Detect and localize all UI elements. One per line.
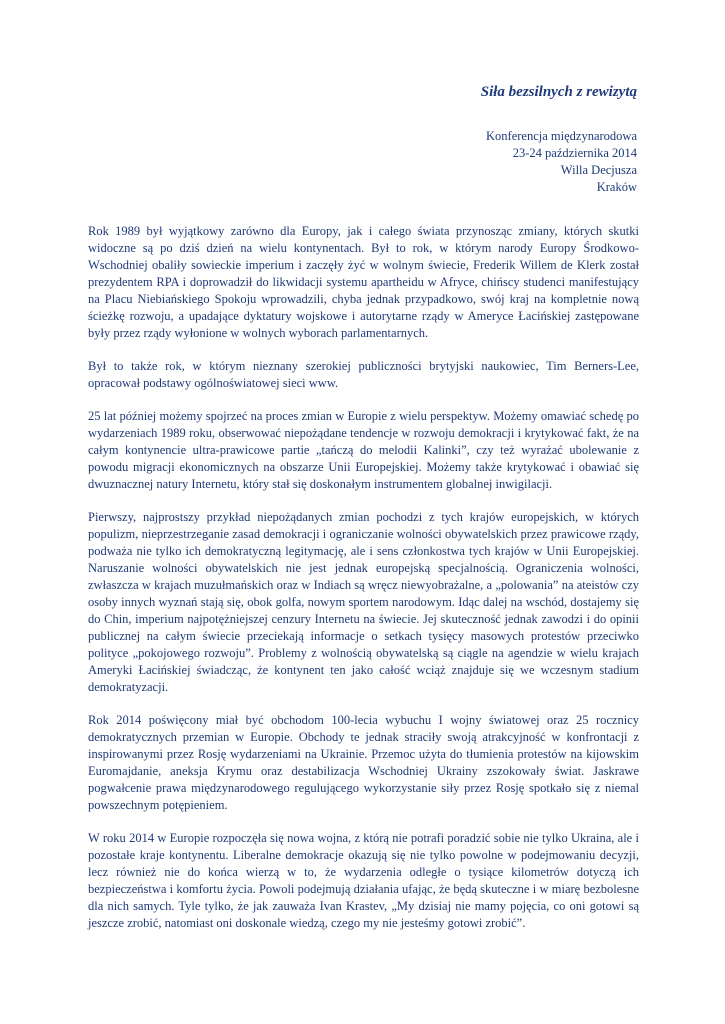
paragraph-4: Pierwszy, najprostszy przykład niepożądanych zmian pochodzi z tych krajów europejskich, w których populizm, nieprzestrzeganie zasad demokracji i ograniczanie wolności obywatelskich przez prawicowe rządy, podważa nie tylko ich demokratyczną legitymację, ale i sens członkostwa tych krajów w Unii Europejskiej. Naruszanie wolności obywatelskich nie jest jednak europejską specjalnością. Ograniczenia wolności, zwłaszcza w krajach muzułmańskich oraz w Indiach są wręcz niewyobrażalne, a „polowania” na ateistów czy osoby innych wyznań stają się, obok golfa, nowym sportem narodowym. Idąc dalej na wschód, dostajemy się do Chin, imperium najpotężniejszej cenzury Internetu na świecie. Jej skuteczność jednak zawodzi i do opinii publicznej na całym świecie przeciekają informacje o setkach tysięcy masowych protestów przeciwko polityce „pokojowego rozwoju”. Problemy z wolnością obywatelską są ciągle na agendzie w wielu krajach Ameryki Łacińskiej świadcząc, że kontynent ten jako całość wciąż znajduje się we wczesnym stadium demokratyzacji.	[88, 510, 639, 694]
paragraph-6: W roku 2014 w Europie rozpoczęła się nowa wojna, z którą nie potrafi poradzić sobie nie tylko Ukraina, ale i pozostałe kraje kontynentu. Liberalne demokracje okazują się nie tylko powolne w podejmowaniu decyzji, lecz również nie do końca wierzą w to, że wydarzenia odległe o tysiące kilometrów dotyczą ich bezpieczeństwa i komfortu życia. Powoli podejmują działania ufając, że będą skuteczne i w miarę bezbolesne dla nich samych. Tyle tylko, że jak zauważa Ivan Krastev, „My dzisiaj nie mamy pojęcia, co oni gotowi są jeszcze zrobić, natomiast oni doskonale wiedzą, czego my nie jesteśmy gotowi zrobić”.	[88, 831, 639, 930]
document-title: Siła bezsilnych z rewizytą	[480, 84, 637, 100]
event-info	[486, 128, 637, 196]
paragraph-1: Rok 1989 był wyjątkowy zarówno dla Europy, jak i całego świata przynosząc zmiany, których skutki widoczne są po dziś dzień na wielu kontynentach. Był to rok, w którym narody Europy Środkowo-Wschodniej obaliły sowieckie imperium i zaczęły żyć w wolnym świecie, Frederik Willem de Klerk został prezydentem RPA i doprowadził do likwidacji systemu apartheidu w Afryce, chińscy studenci manifestujący na Placu Niebiańskiego Spokoju wprowadzili, chyba jednak przypadkowo, swój kraj na kompletnie nową ścieżkę rozwoju, a upadające dyktatury wojskowe i autorytarne rządy w Ameryce Łacińskiej zastępowane były przez rządy wyłonione w wolnych wyborach parlamentarnych.	[88, 224, 639, 340]
document-body	[88, 223, 639, 948]
paragraph-3: 25 lat później możemy spojrzeć na proces zmian w Europie z wielu perspektyw. Możemy omawiać schedę po wydarzeniach 1989 roku, obserwować niepożądane tendencje w rozwoju demokracji i krytykować fakt, że na całym kontynencie ultra-prawicowe partie „tańczą do melodii Kalinki”, czy też wyrażać ubolewanie z powodu migracji ekonomicznych na obszarze Unii Europejskiej. Możemy także krytykować i obawiać się dwuznacznej natury Internetu, który stał się doskonałym instrumentem globalnej inwigilacji.	[88, 409, 639, 491]
event-name: Konferencja międzynarodowa	[486, 129, 637, 143]
event-city: Kraków	[596, 180, 637, 194]
event-date: 23-24 października 2014	[512, 146, 637, 160]
paragraph-2: Był to także rok, w którym nieznany szerokiej publiczności brytyjski naukowiec, Tim Berners-Lee, opracował podstawy ogólnoświatowej sieci www.	[88, 359, 639, 390]
event-venue: Willa Decjusza	[560, 163, 637, 177]
paragraph-5: Rok 2014 poświęcony miał być obchodom 100-lecia wybuchu I wojny światowej oraz 25 rocznicy demokratycznych przemian w Europie. Obchody te jednak straciły swoją atrakcyjność w konfrontacji z inspirowanymi przez Rosję wydarzeniami na Ukrainie. Przemoc użyta do tłumienia protestów na kijowskim Euromajdanie, aneksja Krymu oraz destabilizacja Wschodniej Ukrainy zszokowały świat. Jaskrawe pogwałcenie prawa międzynarodowego regulującego wykorzystanie siły przez Rosję spotkało się z niemal powszechnym potępieniem.	[88, 713, 639, 812]
